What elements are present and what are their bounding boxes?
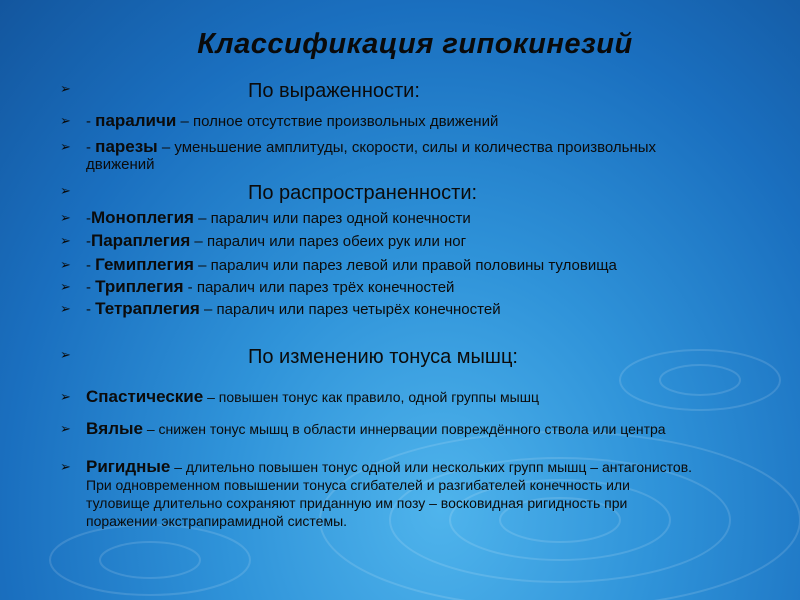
heading-text: По изменению тонуса мышц:: [248, 346, 518, 368]
item-desc: – снижен тонус мышц в области иннервации повреждённого ствола или центра: [142, 421, 666, 437]
item-text: [86, 256, 617, 274]
item-desc: - паралич или парез трёх конечностей: [183, 279, 455, 296]
item-text: [86, 388, 539, 406]
item-text: [86, 112, 498, 130]
arrow-bullet-icon: ➢: [60, 347, 71, 362]
list-item-tetraplegia: [60, 300, 780, 318]
item-desc: – повышен тонус как правило, одной группы мышц: [203, 389, 539, 405]
section-heading-muscle-tone: [60, 346, 780, 368]
item-term: Спастические: [86, 387, 204, 406]
item-desc: – паралич или парез одной конечности: [193, 210, 471, 227]
arrow-bullet-icon: ➢: [60, 257, 71, 272]
arrow-bullet-icon: ➢: [60, 233, 71, 248]
arrow-bullet-icon: ➢: [60, 301, 71, 316]
item-term: Вялые: [86, 419, 143, 438]
list-item-gemiplegia: [60, 256, 780, 274]
list-item-monoplegia: [60, 209, 780, 227]
item-text: [86, 209, 471, 227]
arrow-bullet-icon: ➢: [60, 279, 71, 294]
slide-title: Классификация гипокинезий: [197, 28, 633, 60]
heading-text: По выраженности:: [248, 80, 420, 102]
item-prefix: -: [86, 301, 96, 318]
item-prefix: -: [86, 279, 96, 296]
item-term: параличи: [95, 111, 177, 130]
item-desc: – уменьшение амплитуды, скорости, силы и количества произвольных движений: [86, 139, 657, 173]
arrow-bullet-icon: ➢: [60, 389, 71, 404]
item-prefix: -: [86, 233, 91, 250]
item-term: Параплегия: [91, 231, 191, 250]
item-text: [86, 278, 454, 296]
item-term: Ригидные: [86, 457, 171, 476]
arrow-bullet-icon: ➢: [60, 139, 71, 154]
arrow-bullet-icon: ➢: [60, 113, 71, 128]
list-item-parezy: [60, 138, 780, 173]
list-item-triplegia: [60, 278, 780, 296]
item-text: [86, 138, 666, 173]
arrow-bullet-icon: ➢: [60, 183, 71, 198]
item-desc: – длительно повышен тонус одной или нескольких групп мышц – антагонистов. При одновременном повышении тонуса сгибателей и разгибателей конечность или туловище длительно сохраняют приданную им позу – восковидная ригидность при поражении экстрапирамидной системы.: [86, 459, 693, 529]
list-item-flaccid: [60, 420, 780, 438]
item-text: [86, 300, 501, 318]
item-desc: – полное отсутствие произвольных движений: [176, 113, 499, 130]
item-prefix: -: [86, 210, 91, 227]
item-term: парезы: [95, 137, 158, 156]
item-text: [86, 458, 696, 530]
item-prefix: -: [86, 139, 96, 156]
list-item-paraplegia: [60, 232, 780, 250]
item-text: [86, 232, 466, 250]
arrow-bullet-icon: ➢: [60, 210, 71, 225]
arrow-bullet-icon: ➢: [60, 421, 71, 436]
list-item-spastic: [60, 388, 780, 406]
item-term: Гемиплегия: [95, 255, 194, 274]
item-text: [86, 420, 666, 438]
item-term: Моноплегия: [91, 208, 194, 227]
arrow-bullet-icon: ➢: [60, 81, 71, 96]
list-item-rigid: [60, 458, 780, 530]
heading-text: По распространенности:: [248, 182, 478, 204]
item-desc: – паралич или парез обеих рук или ног: [190, 233, 467, 250]
item-desc: – паралич или парез левой или правой половины туловища: [193, 257, 617, 274]
arrow-bullet-icon: ➢: [60, 459, 71, 474]
item-prefix: -: [86, 257, 96, 274]
item-term: Тетраплегия: [95, 299, 200, 318]
section-heading-severity: [60, 80, 780, 102]
item-term: Триплегия: [95, 277, 184, 296]
item-prefix: -: [86, 113, 96, 130]
section-heading-extent: [60, 182, 780, 204]
item-desc: – паралич или парез четырёх конечностей: [199, 301, 501, 318]
list-item-paralichi: [60, 112, 780, 130]
